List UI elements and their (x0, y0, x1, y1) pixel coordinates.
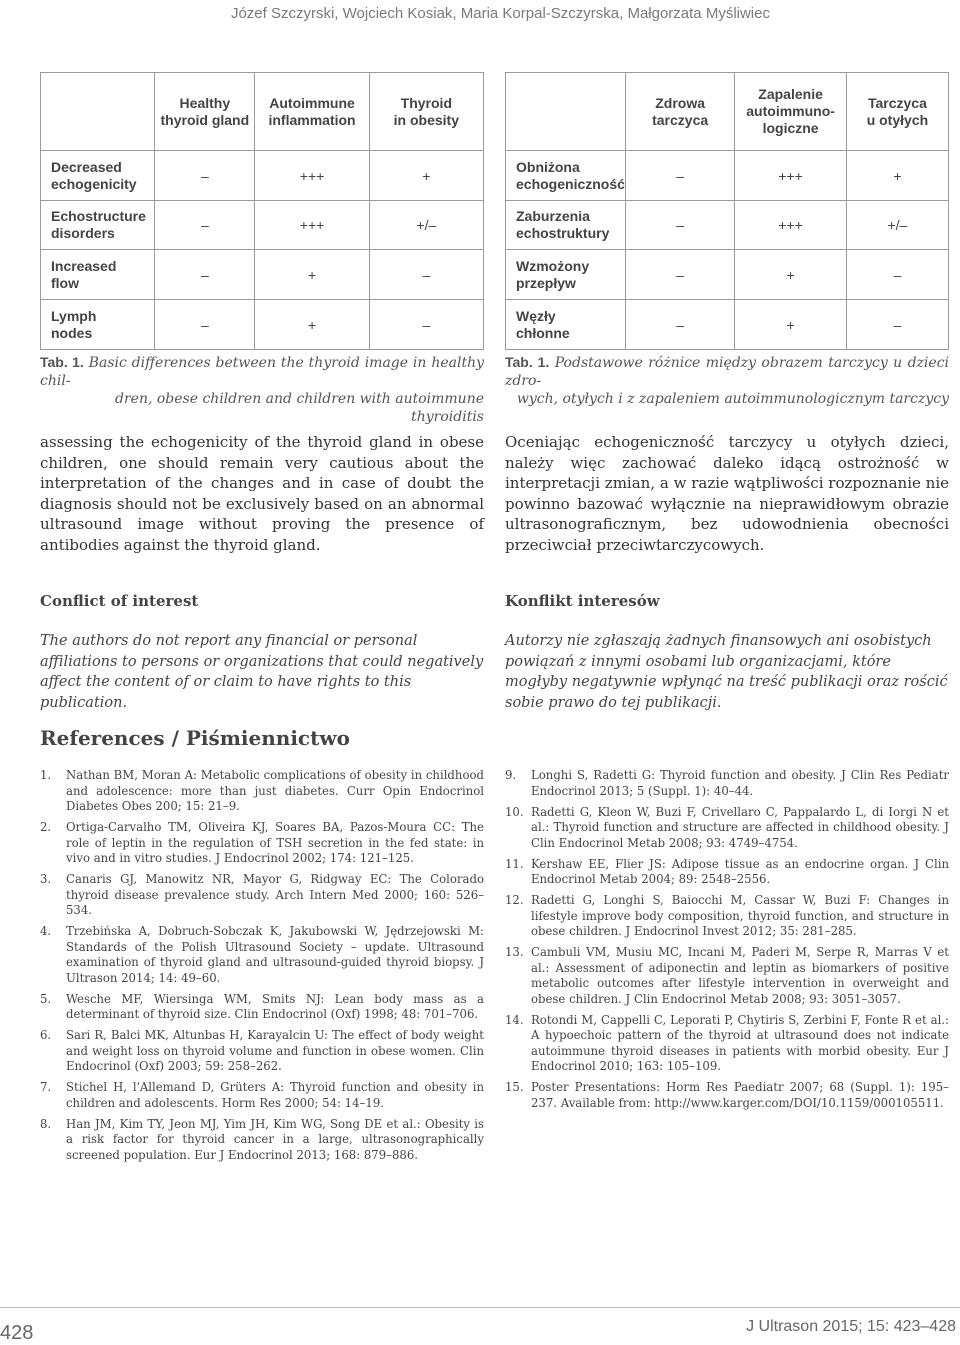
caption-text: Podstawowe różnice między obrazem tarczycy u dzieci zdro- (505, 355, 950, 389)
table-row (41, 151, 484, 201)
body-paragraph-pl: Oceniając echogeniczność tarczycy u otyłych dzieci, należy więc zachować daleko idącą ostrożność w interpretacji zmian, a w razie wątpliwości rozpoznanie nie powinno bazować wyłącznie na nieprawidłowym obrazie ultrasonograficznym, bez udowodnienia obecności przeciwciał przeciwtarczycowych. (505, 433, 949, 554)
caption-label: Tab. 1. (505, 354, 550, 370)
page-number: 428 (0, 1322, 34, 1344)
reference-text: Ortiga-Carvalho TM, Oliveira KJ, Soares BA, Pazos-Moura CC: The role of leptin in the regulation of TSH secretion in the fed state: in vivo and in vitro studies. J Endocrinol 2002; 174: 121–125. (66, 820, 484, 865)
table-cell: +++ (255, 201, 369, 250)
reference-number: 8. (40, 1116, 52, 1131)
reference-number: 7. (40, 1080, 52, 1094)
table-caption-en (40, 353, 484, 426)
caption-label: Tab. 1. (40, 354, 84, 370)
caption-text: Basic differences between the thyroid image in healthy chil- (40, 355, 484, 389)
reference-item (505, 857, 949, 888)
table-row (41, 250, 484, 300)
column-header: Healthy thyroid gland (155, 73, 255, 151)
reference-text: Cambuli VM, Musiu MC, Incani M, Paderi M, Serpe R, Marras V et al.: Assessment of adiponectin and leptin as biomarkers of positive metabolic outcomes after lifestyle intervention in overweight and obese children. J Clin Endocrinol Metab 2008; 93: 3051–3057. (531, 945, 949, 1006)
reference-number: 12. (505, 893, 524, 907)
table-en (40, 72, 484, 350)
table-cell: + (369, 151, 483, 201)
table-row (506, 300, 949, 350)
row-label: Obniżona echogeniczność (506, 151, 626, 201)
row-label: Węzły chłonne (506, 300, 626, 350)
reference-number: 10. (505, 804, 524, 819)
reference-number: 14. (505, 1012, 524, 1027)
table-corner (506, 73, 626, 151)
reference-text: Han JM, Kim TY, Jeon MJ, Yim JH, Kim WG, Song DE et al.: Obesity is a risk factor for thyroid cancer in a large, ultrasonographically screened population. Eur J Endocrinol 2013; 168: 879–886. (66, 1116, 484, 1162)
table-row (506, 250, 949, 300)
table-corner (41, 73, 155, 151)
caption-line: wych, otyłych i z zapaleniem autoimmunologicznym tarczycy (516, 391, 949, 407)
body-paragraph-en: assessing the echogenicity of the thyroid gland in obese children, one should remain very cautious about the interpretation of the changes and in case of doubt the diagnosis should not be exclusively based on an abnormal ultrasound image without proving the presence of antibodies against the thyroid gland. (40, 433, 484, 554)
table-cell: – (369, 300, 483, 350)
table-cell: + (846, 151, 948, 201)
reference-item (40, 1028, 484, 1075)
table-cell: +/– (369, 201, 483, 250)
table-pl (505, 72, 949, 350)
reference-number: 9. (505, 768, 517, 782)
table-cell: + (735, 300, 847, 350)
reference-text: Radetti G, Longhi S, Baiocchi M, Cassar W, Buzi F: Changes in lifestyle improve body composition, thyroid function, and structure in obese children. J Endocrinol Invest 2012; 35: 281–285. (531, 893, 949, 938)
reference-item (40, 768, 484, 815)
reference-text: Kershaw EE, Flier JS: Adipose tissue as an endocrine organ. J Clin Endocrinol Metab 2004; 89: 2548–2556. (531, 856, 949, 886)
table-cell: – (625, 300, 734, 350)
conflict-statement-pl: Autorzy nie zgłaszają żadnych finansowych ani osobistych powiązań z innymi osobami lub organizacjami, które mogłyby negatywnie wpłynąć na treść publikacji oraz rościć sobie prawo do tej publikacji. (505, 633, 948, 711)
references-heading: References / Piśmiennictwo (40, 726, 350, 750)
reference-text: Canaris GJ, Manowitz NR, Mayor G, Ridgway EC: The Colorado thyroid disease prevalence study. Arch Intern Med 2000; 160: 526–534. (66, 872, 484, 917)
column-header: Tarczyca u otyłych (846, 73, 948, 151)
column-header: Autoimmune inflammation (255, 73, 369, 151)
table-cell: – (625, 151, 734, 201)
table-cell: – (155, 300, 255, 350)
reference-number: 13. (505, 945, 524, 959)
table-cell: + (255, 300, 369, 350)
table-cell: – (625, 250, 734, 300)
reference-item (40, 924, 484, 986)
references-list-left (40, 768, 484, 1169)
reference-item (505, 1013, 949, 1075)
table-cell: +/– (846, 201, 948, 250)
journal-citation: J Ultrason 2015; 15: 423–428 (746, 1318, 956, 1335)
row-label: Zaburzenia echostruktury (506, 201, 626, 250)
footer-divider (0, 1307, 960, 1308)
table-row (41, 300, 484, 350)
reference-number: 5. (40, 991, 52, 1006)
reference-number: 11. (505, 856, 524, 871)
row-label: Echostructure disorders (41, 201, 155, 250)
table-cell: + (255, 250, 369, 300)
row-label: Increased flow (41, 250, 155, 300)
caption-line: dren, obese children and children with autoimmune thyroiditis (115, 391, 484, 425)
section-heading: Conflict of interest (40, 592, 199, 610)
table-cell: – (155, 250, 255, 300)
section-heading: Konflikt interesów (505, 592, 660, 610)
reference-item (505, 768, 949, 799)
reference-item (505, 945, 949, 1007)
table-cell: +++ (735, 151, 847, 201)
table-row (41, 201, 484, 250)
reference-item (40, 1080, 484, 1111)
reference-item (40, 992, 484, 1023)
conflict-statement-en: The authors do not report any financial or personal affiliations to persons or organizations that could negatively affect the content of or claim to have rights to this publication. (40, 633, 484, 711)
reference-text: Stichel H, l'Allemand D, Grüters A: Thyroid function and obesity in children and adolescents. Horm Res 2000; 54: 14–19. (66, 1080, 484, 1110)
reference-text: Nathan BM, Moran A: Metabolic complications of obesity in childhood and adolescence: more than just diabetes. Curr Opin Endocrinol Diabetes Obes 200; 15: 21–9. (66, 768, 484, 813)
reference-number: 3. (40, 872, 52, 886)
reference-text: Trzebińska A, Dobruch-Sobczak K, Jakubowski W, Jędrzejowski M: Standards of the Polish Ultrasound Society – update. Ultrasound examination of thyroid gland and ultrasound-guided thyroid biopsy. J Ultrason 2014; 14: 49–60. (66, 924, 484, 985)
reference-item (505, 893, 949, 940)
reference-number: 1. (40, 768, 52, 782)
column-header: Thyroid in obesity (369, 73, 483, 151)
reference-item (505, 1080, 949, 1111)
table-cell: +++ (255, 151, 369, 201)
table-cell: – (846, 300, 948, 350)
caption-line (505, 353, 949, 390)
reference-item (40, 820, 484, 867)
row-label: Lymph nodes (41, 300, 155, 350)
reference-text: Poster Presentations: Horm Res Paediatr 2007; 68 (Suppl. 1): 195–237. Available from: http://www.karger.com/DOI/10.1159/000105511. (531, 1080, 949, 1110)
reference-text: Sari R, Balci MK, Altunbas H, Karayalcin U: The effect of body weight and weight loss on thyroid volume and function in obese women. Clin Endocrinol (Oxf) 2003; 59: 258–262. (66, 1028, 484, 1073)
reference-number: 15. (505, 1080, 524, 1094)
running-header (0, 0, 960, 28)
column-header: Zdrowa tarczyca (625, 73, 734, 151)
reference-item (40, 872, 484, 919)
table-caption-pl (505, 353, 949, 408)
table-row (506, 151, 949, 201)
table-cell: – (155, 151, 255, 201)
table-cell: – (625, 201, 734, 250)
reference-text: Rotondi M, Cappelli C, Leporati P, Chytiris S, Zerbini F, Fonte R et al.: A hypoechoic pattern of the thyroid at ultrasound does not indicate autoimmune thyroid diseases in patients with morbid obesity. Eur J Endocrinol 2010; 163: 105–109. (531, 1012, 949, 1073)
reference-number: 4. (40, 924, 52, 938)
reference-item (40, 1117, 484, 1164)
column-header: Zapalenie autoimmuno- logiczne (735, 73, 847, 151)
table-cell: – (155, 201, 255, 250)
reference-item (505, 805, 949, 852)
reference-text: Radetti G, Kleon W, Buzi F, Crivellaro C, Pappalardo L, di Iorgi N et al.: Thyroid function and structure are affected in childhood obesity. J Clin Endocrinol Metab 2008; 93: 4749–4754. (531, 804, 949, 850)
table-row (506, 201, 949, 250)
table-cell: +++ (735, 201, 847, 250)
reference-text: Longhi S, Radetti G: Thyroid function and obesity. J Clin Res Pediatr Endocrinol 2013; 5 (Suppl. 1): 40–44. (531, 768, 949, 798)
table-cell: – (846, 250, 948, 300)
reference-number: 6. (40, 1028, 52, 1042)
header-authors: Józef Szczyrski, Wojciech Kosiak, Maria Korpal-Szczyrska, Małgorzata Myśliwiec (230, 5, 770, 22)
reference-text: Wesche MF, Wiersinga WM, Smits NJ: Lean body mass as a determinant of thyroid size. Clin Endocrinol (Oxf) 1998; 48: 701–706. (66, 991, 484, 1021)
references-list-right (505, 768, 949, 1117)
row-label: Wzmożony przepływ (506, 250, 626, 300)
table-cell: + (735, 250, 847, 300)
caption-line (40, 353, 484, 390)
row-label: Decreased echogenicity (41, 151, 155, 201)
table-cell: – (369, 250, 483, 300)
reference-number: 2. (40, 820, 52, 834)
